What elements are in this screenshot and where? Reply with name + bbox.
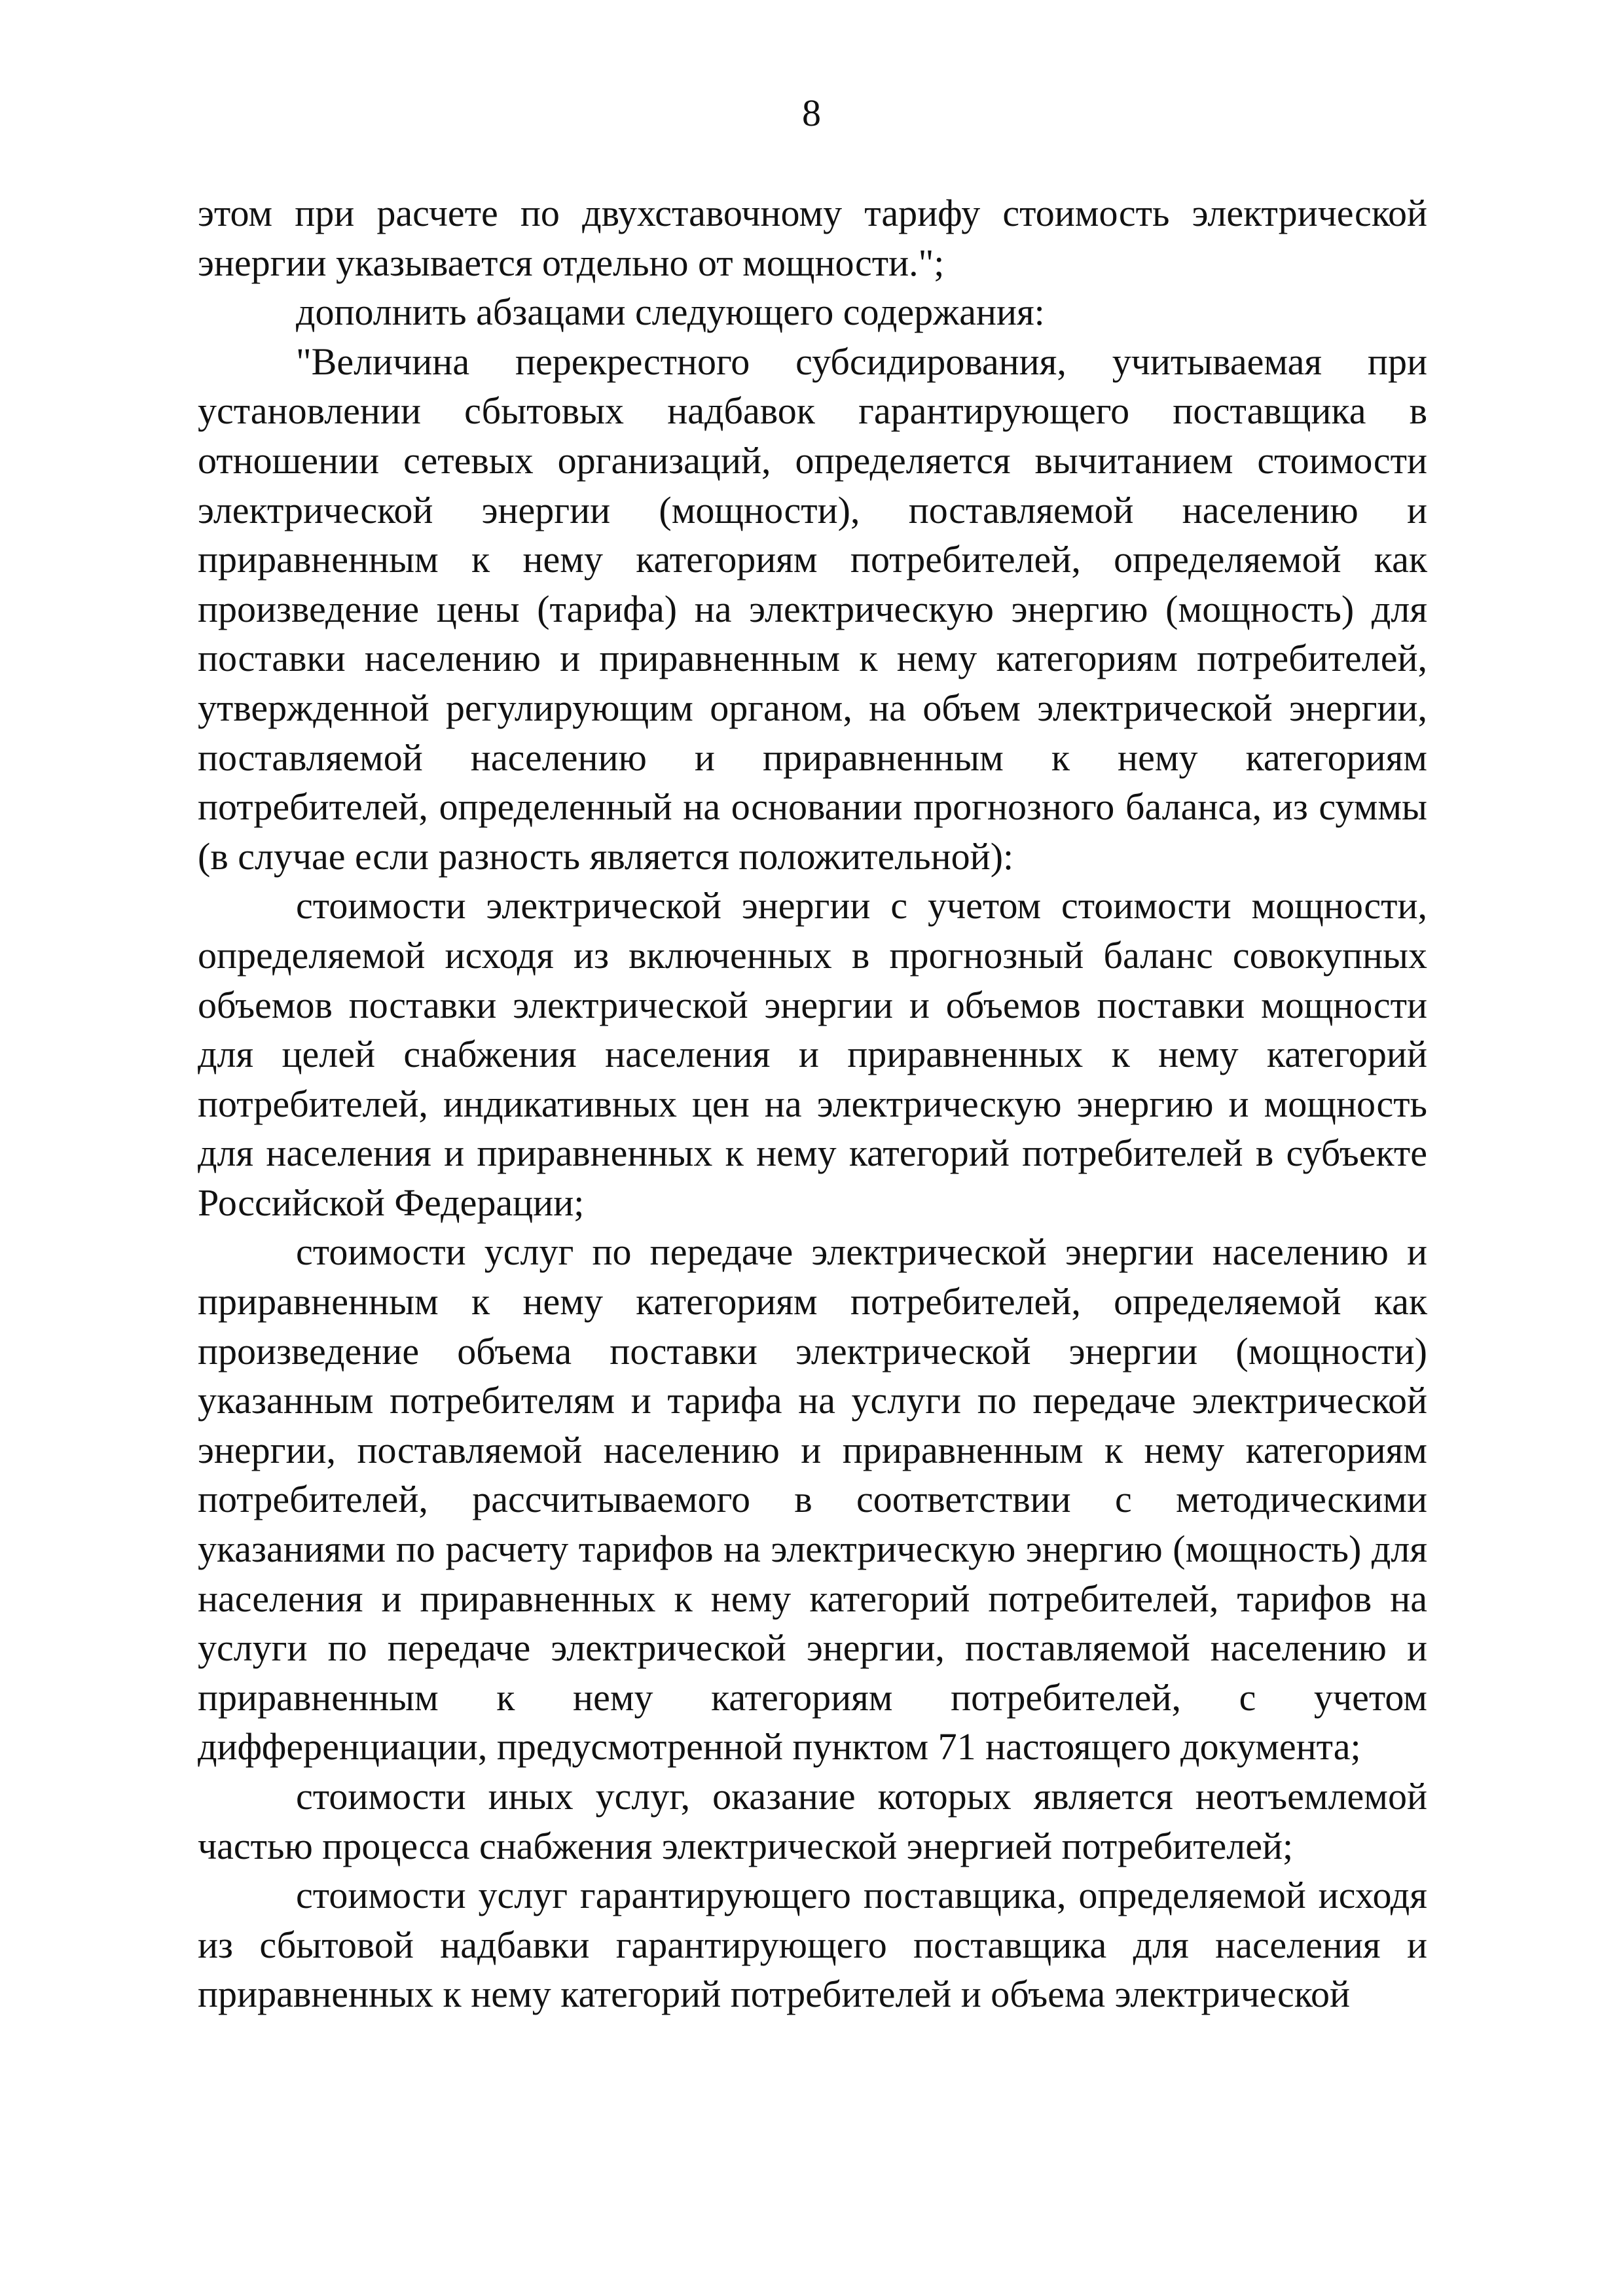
paragraph-7: стоимости услуг гарантирующего поставщика, определяемой исходя из сбытовой надбавки гарантирующего поставщика для населения и приравненных к нему категорий потребителей и объема электрической <box>198 1874 1427 2016</box>
paragraph-1: этом при расчете по двухставочному тарифу стоимость электрической энергии указывается отдельно от мощности."; <box>198 192 1427 284</box>
document-body <box>198 188 1427 2019</box>
paragraph-3: "Величина перекрестного субсидирования, учитываемая при установлении сбытовых надбавок гарантирующего поставщика в отношении сетевых организаций, определяется вычитанием стоимости электрической энергии (мощности), поставляемой населению и приравненным к нему категориям потребителей, определяемой как произведение цены (тарифа) на электрическую энергию (мощность) для поставки населению и приравненным к нему категориям потребителей, утвержденной регулирующим органом, на объем электрической энергии, поставляемой населению и приравненным к нему категориям потребителей, определенный на основании прогнозного баланса, из суммы (в случае если разность является положительной): <box>198 340 1427 878</box>
paragraph-4: стоимости электрической энергии с учетом стоимости мощности, определяемой исходя из включенных в прогнозный баланс совокупных объемов поставки электрической энергии и объемов поставки мощности для целей снабжения населения и приравненных к нему категорий потребителей, индикативных цен на электрическую энергию и мощность для населения и приравненных к нему категорий потребителей в субъекте Российской Федерации; <box>198 884 1427 1224</box>
page-number: 8 <box>802 92 821 134</box>
paragraph-2: дополнить абзацами следующего содержания: <box>296 291 1045 334</box>
paragraph-5: стоимости услуг по передаче электрической энергии населению и приравненным к нему категориям потребителей, определяемой как произведение объема поставки электрической энергии (мощности) указанным потребителям и тарифа на услуги по передаче электрической энергии, поставляемой населению и приравненным к нему категориям потребителей, рассчитываемого в соответствии с методическими указаниями по расчету тарифов на электрическую энергию (мощность) для населения и приравненных к нему категорий потребителей, тарифов на услуги по передаче электрической энергии, поставляемой населению и приравненным к нему категориям потребителей, с учетом дифференциации, предусмотренной пунктом 71 настоящего документа; <box>198 1230 1427 1768</box>
paragraph-6: стоимости иных услуг, оказание которых является неотъемлемой частью процесса снабжения электрической энергией потребителей; <box>198 1775 1427 1867</box>
